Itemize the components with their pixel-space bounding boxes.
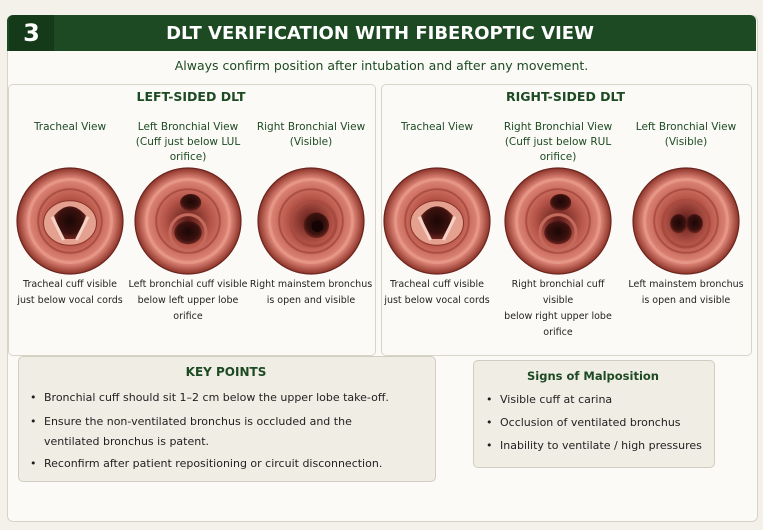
view-description-line: orifice bbox=[173, 311, 203, 322]
view-description-line: Left mainstem bronchus bbox=[628, 279, 744, 290]
view-description-line: just below vocal cords bbox=[384, 295, 490, 306]
key-points-title: KEY POINTS bbox=[185, 365, 267, 379]
view-description bbox=[126, 277, 250, 325]
fiberoptic-view-bronchus-open-double bbox=[631, 166, 741, 276]
view-description-line: Tracheal cuff visible bbox=[390, 279, 484, 290]
malposition-title: Signs of Malposition bbox=[527, 369, 659, 383]
fiberoptic-view-bronchial-cuff-right bbox=[503, 166, 613, 276]
view-description-line: is open and visible bbox=[641, 295, 731, 306]
view-label-line: (Cuff just below LUL bbox=[135, 136, 241, 148]
view-description bbox=[496, 277, 620, 341]
view-label-line: orifice) bbox=[169, 151, 207, 163]
view-label bbox=[8, 120, 132, 135]
fiberoptic-view-tracheal bbox=[15, 166, 125, 276]
left-panel-title: LEFT-SIDED DLT bbox=[136, 89, 246, 104]
key-point-line: • Ensure the non-ventilated bronchus is occluded and the bbox=[44, 415, 352, 428]
view-label-line: Tracheal View bbox=[400, 121, 474, 133]
fiberoptic-view-bronchus-open bbox=[256, 166, 366, 276]
view-description-line: Tracheal cuff visible bbox=[23, 279, 117, 290]
key-point-line: • Reconfirm after patient repositioning or circuit disconnection. bbox=[44, 457, 383, 470]
view-label bbox=[496, 120, 620, 165]
view-description-line: Right bronchial cuff visible bbox=[511, 279, 605, 306]
view-description-line: Left bronchial cuff visible bbox=[128, 279, 248, 290]
view-label-line: Right Bronchial View bbox=[256, 121, 366, 133]
fiberoptic-view-tracheal bbox=[382, 166, 492, 276]
key-point-item bbox=[44, 388, 424, 408]
page-subtitle: Always confirm position after intubation and after any movement. bbox=[174, 58, 589, 73]
key-point-line: • Bronchial cuff should sit 1–2 cm below the upper lobe take-off. bbox=[44, 391, 389, 404]
view-label-line: (Cuff just below RUL bbox=[504, 136, 612, 148]
view-label-line: orifice) bbox=[539, 151, 577, 163]
key-point-item bbox=[44, 454, 424, 474]
view-description-line: below right upper lobe bbox=[504, 311, 612, 322]
malposition-item: • Inability to ventilate / high pressures bbox=[500, 437, 705, 455]
view-label-line: Left Bronchial View bbox=[137, 121, 239, 133]
view-label-line: Right Bronchial View bbox=[503, 121, 613, 133]
view-label-line: (Visible) bbox=[664, 136, 708, 148]
view-label-line: Left Bronchial View bbox=[635, 121, 737, 133]
view-label bbox=[126, 120, 250, 165]
view-description bbox=[8, 277, 132, 309]
key-point-line: ventilated bronchus is patent. bbox=[44, 435, 210, 448]
fiberoptic-view-bronchial-cuff-left bbox=[133, 166, 243, 276]
view-label bbox=[624, 120, 748, 150]
view-description-line: just below vocal cords bbox=[17, 295, 123, 306]
view-label bbox=[249, 120, 373, 150]
view-description-line: Right mainstem bronchus bbox=[249, 279, 373, 290]
view-description-line: below left upper lobe bbox=[137, 295, 239, 306]
key-point-item bbox=[44, 412, 424, 452]
step-number-badge: 3 bbox=[9, 15, 54, 51]
malposition-item: • Visible cuff at carina bbox=[500, 391, 705, 409]
view-label-line: (Visible) bbox=[289, 136, 333, 148]
right-panel-title: RIGHT-SIDED DLT bbox=[506, 89, 625, 104]
view-label-line: Tracheal View bbox=[33, 121, 107, 133]
malposition-item: • Occlusion of ventilated bronchus bbox=[500, 414, 705, 432]
view-description bbox=[375, 277, 499, 309]
view-description-line: orifice bbox=[543, 327, 573, 338]
view-label bbox=[375, 120, 499, 135]
view-description bbox=[249, 277, 373, 309]
view-description-line: is open and visible bbox=[266, 295, 356, 306]
view-description bbox=[624, 277, 748, 309]
page-title: DLT VERIFICATION WITH FIBEROPTIC VIEW bbox=[166, 22, 594, 44]
